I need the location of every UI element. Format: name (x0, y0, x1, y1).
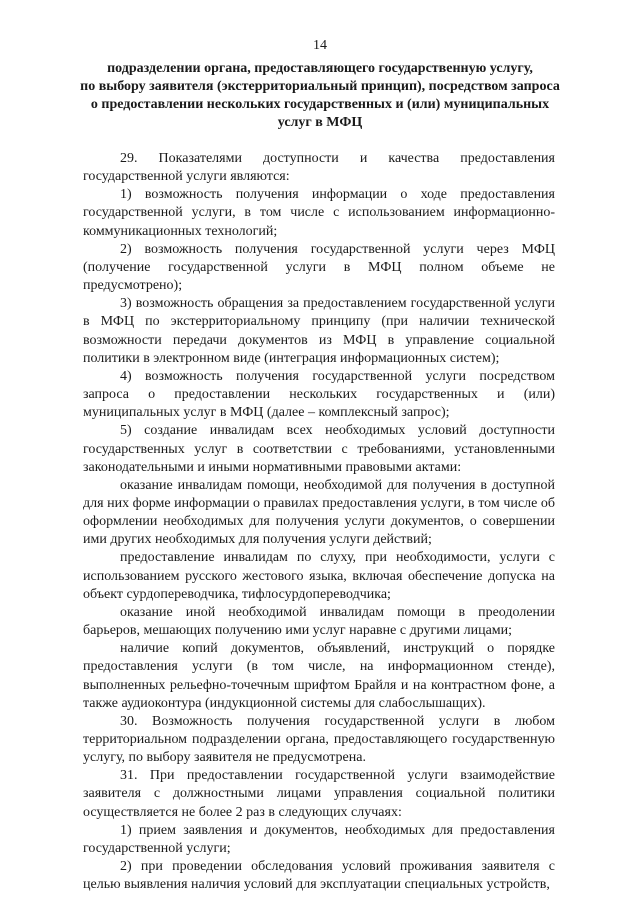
paragraph-31: 31. При предоставлении государственной услуги взаимодействие заявителя с должностными лицами управления социальной политики осуществляется не более 2 раз в следующих случаях: (83, 768, 555, 820)
paragraph-29-item-3: 3) возможность обращения за предоставлением государственной услуги в МФЦ по экстерриториальному принципу (при наличии технической возможности передачи документов из МФЦ в управление социальной политики в электронном виде (интеграция информационных систем); (83, 296, 555, 366)
heading-line: подразделении органа, предоставляющего государственную услугу, (107, 61, 533, 76)
disability-assistance-paragraph: оказание инвалидам помощи, необходимой для получения в доступной для них форме информации о правилах предоставления услуги, в том числе об оформлении необходимых для получения услуги документов, о совершении ими других необходимых для получения услуги действий; (83, 477, 555, 548)
section-heading (80, 60, 560, 132)
paragraph-29-item-4: 4) возможность получения государственной услуги посредством запроса о предоставлении нескольких государственных и (или) муниципальных услуг в МФЦ (далее – комплексный запрос); (83, 368, 555, 421)
paragraph-29-item-1: 1) возможность получения информации о ходе предоставления государственной услуги, в том числе с использованием информационно-коммуникационных технологий; (83, 187, 555, 239)
paragraph-29: 29. Показателями доступности и качества предоставления государственной услуги являются: (83, 151, 555, 185)
paragraph-31-item-2: 2) при проведении обследования условий проживания заявителя с целью выявления наличия условий для эксплуатации специальных устройств, (83, 859, 555, 893)
braille-documents-paragraph: наличие копий документов, объявлений, инструкций о порядке предоставления услуги (в том числе, на информационном стенде), выполненных рельефно-точечным шрифтом Брайля и на контрастном фоне, а также аудиоконтура (индукционной системы для слабослышащих). (83, 641, 555, 711)
paragraph-29-item-5: 5) создание инвалидам всех необходимых условий доступности государственных услуг в соответствии с требованиями, установленными законодательными и иными нормативными правовыми актами: (83, 423, 555, 475)
document-body (83, 150, 555, 894)
heading-line: услуг в МФЦ (277, 115, 363, 130)
heading-line: о предоставлении нескольких государственных и (или) муниципальных (90, 97, 550, 112)
sign-language-paragraph: предоставление инвалидам по слуху, при необходимости, услуги с использованием русского жестового языка, включая обеспечение допуска на объект сурдопереводчика, тифлосурдопереводчика; (83, 550, 555, 602)
page-number: 14 (313, 38, 327, 53)
heading-line: по выбору заявителя (экстерриториальный принцип), посредством запроса (80, 79, 560, 94)
barrier-assistance-paragraph: оказание иной необходимой инвалидам помощи в преодолении барьеров, мешающих получению ими услуг наравне с другими лицами; (83, 604, 555, 639)
paragraph-31-item-1: 1) прием заявления и документов, необходимых для предоставления государственной услуги; (83, 822, 555, 856)
paragraph-29-item-2: 2) возможность получения государственной услуги через МФЦ (получение государственной услуги в МФЦ полном объеме не предусмотрено); (83, 241, 555, 294)
paragraph-30: 30. Возможность получения государственной услуги в любом территориальном подразделении органа, предоставляющего государственную услугу, по выбору заявителя не предусмотрена. (83, 713, 555, 766)
